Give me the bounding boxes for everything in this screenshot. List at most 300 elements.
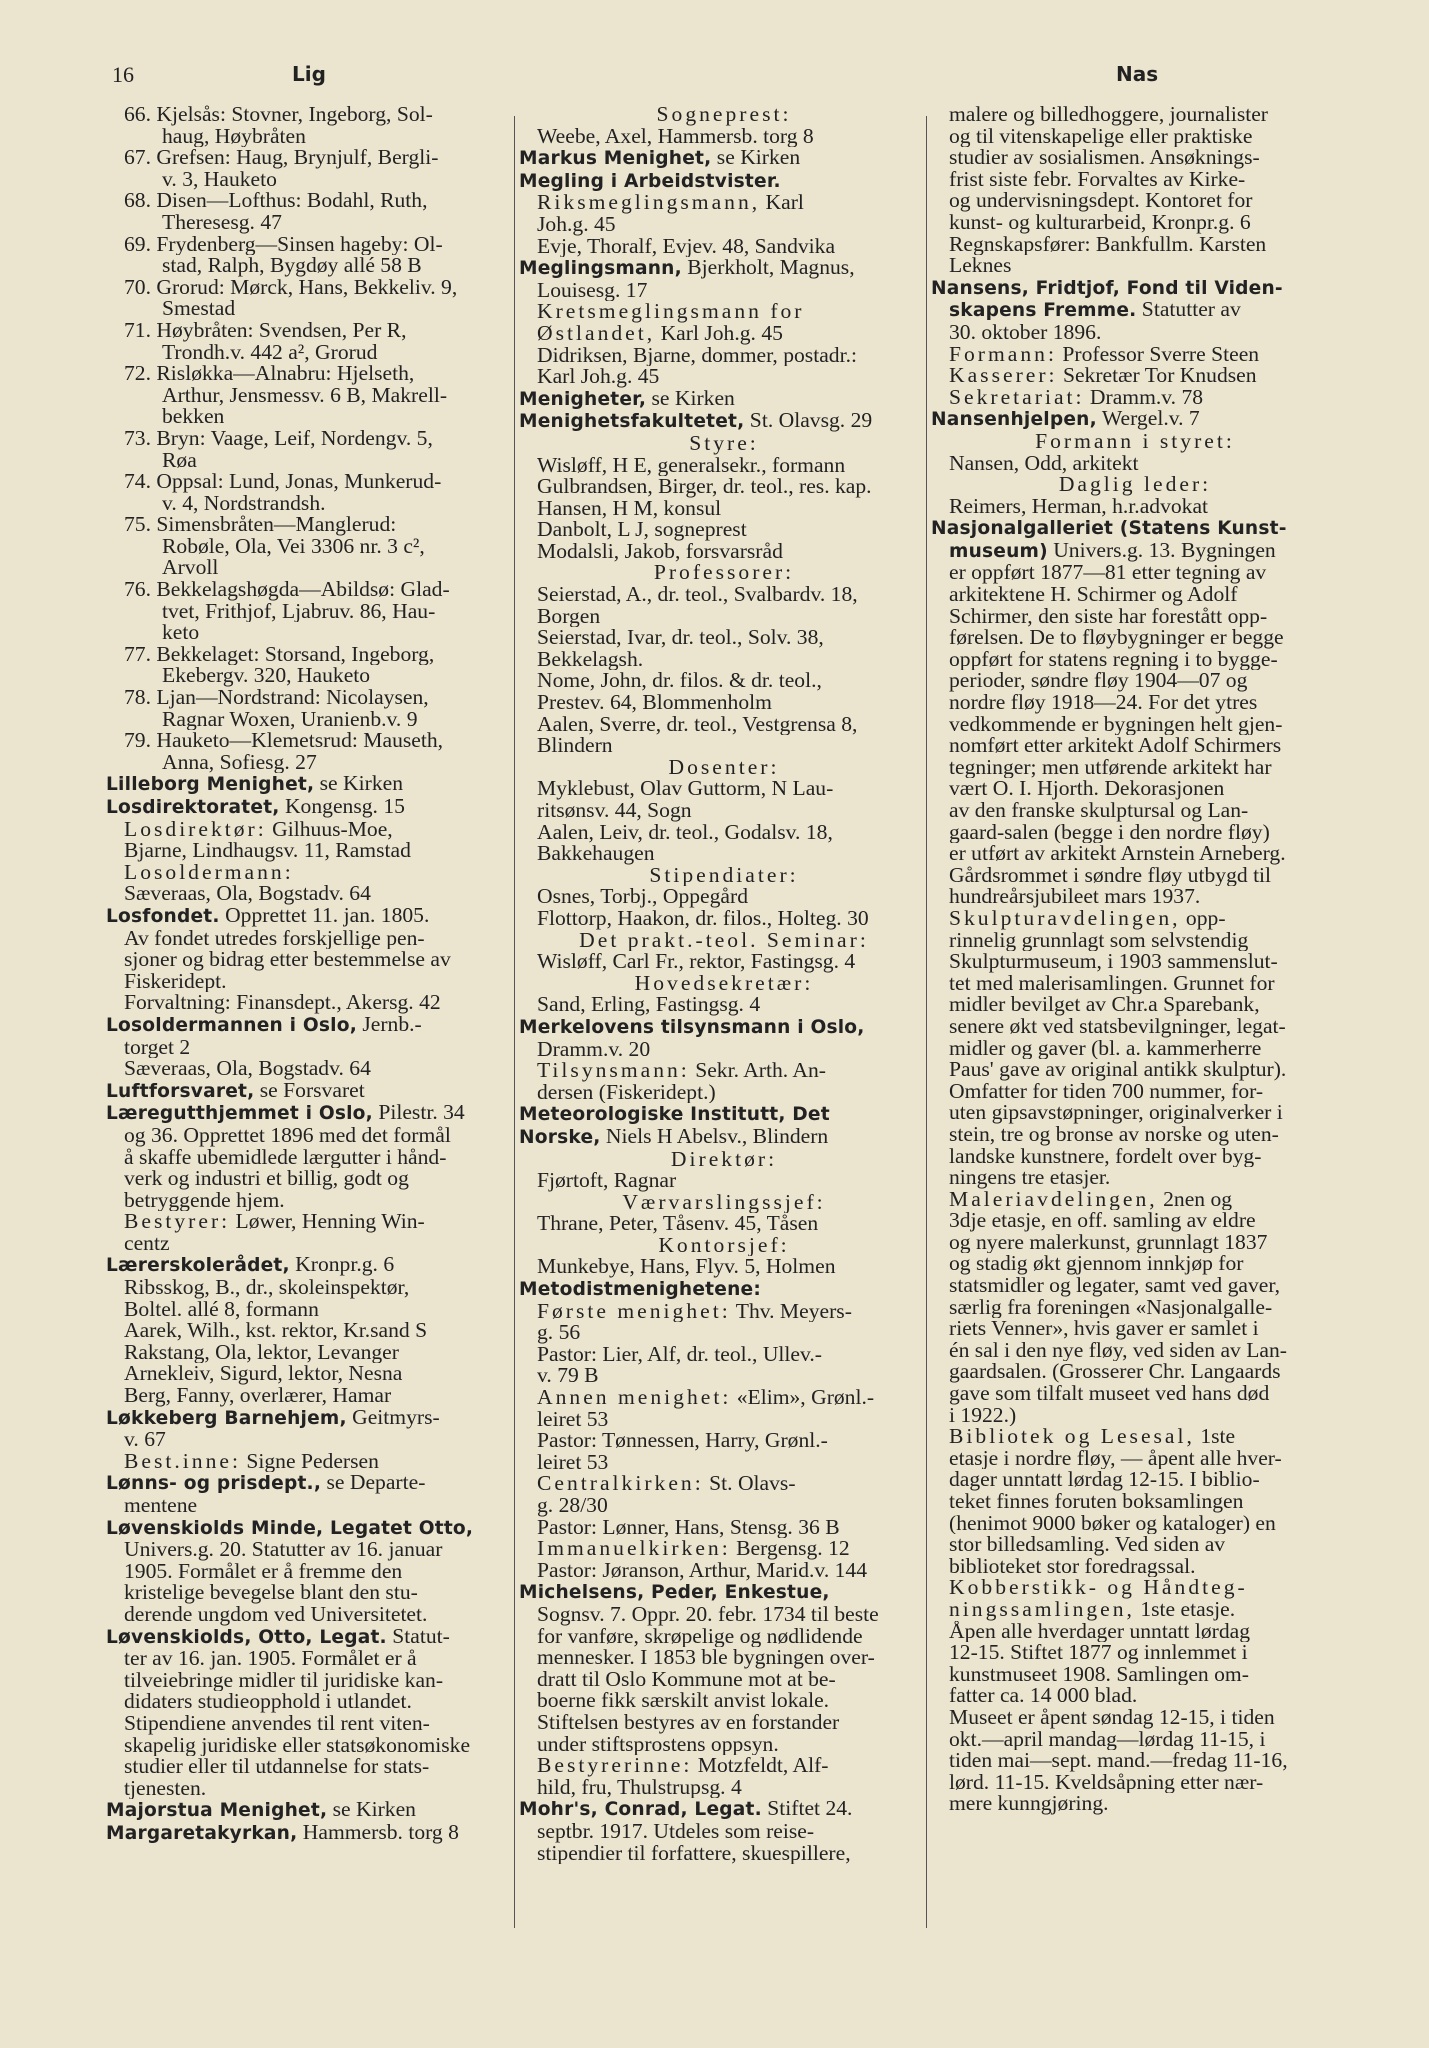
entry-heading-line <box>106 905 510 928</box>
line-text: og til vitenskapelige eller praktiske <box>949 125 1253 148</box>
text-line <box>106 752 510 774</box>
line-text: perioder, søndre fløy 1904—07 og <box>949 670 1248 693</box>
line-text: Signe Pedersen <box>240 1450 379 1473</box>
text-line <box>519 757 929 779</box>
spaced-label: Daglig leder: <box>1058 474 1212 496</box>
line-text: tjenesten. <box>124 1777 207 1800</box>
text-line <box>519 192 929 214</box>
line-text: Reimers, Herman, h.r.advokat <box>949 495 1209 518</box>
text-line <box>106 709 510 731</box>
line-text: Flottorp, Haakon, dr. filos., Holteg. 30 <box>537 907 869 930</box>
text-line <box>106 1299 510 1321</box>
text-line <box>931 496 1339 518</box>
text-line <box>931 584 1339 606</box>
text-line <box>106 126 510 148</box>
line-text: Fiskeridept. <box>124 970 227 993</box>
text-line <box>106 1648 510 1670</box>
text-line <box>519 930 929 952</box>
text-line <box>106 363 510 385</box>
line-text: okt.—april mandag—lørdag 11-15, i <box>949 1728 1266 1751</box>
line-text: se Departe- <box>321 1472 426 1495</box>
entry-heading: Norske, <box>519 1126 601 1148</box>
line-text: bekken <box>162 406 225 428</box>
line-text: leiret 53 <box>537 1408 609 1431</box>
line-text: 68. Disen—Lofthus: Bodahl, Ruth, <box>124 190 428 212</box>
entry-heading-line <box>931 517 1339 540</box>
text-line <box>519 1690 929 1712</box>
line-text: Kronpr.g. 6 <box>289 1254 395 1277</box>
text-line <box>931 1361 1339 1383</box>
line-text: og undervisningsdept. Kontoret for <box>949 190 1253 212</box>
line-text: Leknes <box>949 255 1012 277</box>
text-line <box>931 1577 1339 1599</box>
text-line <box>931 1642 1339 1664</box>
line-text: 12-15. Stiftet 1877 og innlemmet i <box>949 1642 1248 1664</box>
line-text: Statutter av <box>1136 299 1241 322</box>
line-text: Karl Joh.g. 45 <box>655 322 783 345</box>
text-line <box>931 1275 1339 1297</box>
entry-heading-line <box>519 388 929 411</box>
line-text: av den franske skulptursal og Lan- <box>949 800 1249 822</box>
line-text: Fjørtoft, Ragnar <box>537 1170 677 1192</box>
text-line <box>931 147 1339 169</box>
line-text: dratt til Oslo Kommune mot at be- <box>537 1668 836 1691</box>
text-line <box>931 1599 1339 1621</box>
text-line <box>519 1082 929 1104</box>
text-line <box>931 1534 1339 1556</box>
entry-heading: Losoldermannen i Oslo, <box>106 1014 357 1036</box>
text-line <box>519 1149 929 1171</box>
spaced-label: Immanuelkirken: <box>537 1538 731 1560</box>
text-line <box>519 236 929 258</box>
text-line <box>931 692 1339 714</box>
line-text: senere økt ved statsbevilgninger, legat- <box>949 1015 1286 1038</box>
text-line <box>931 1729 1339 1751</box>
text-line <box>106 1539 510 1561</box>
text-line <box>106 1125 510 1147</box>
text-line <box>519 562 929 584</box>
text-line <box>106 1168 510 1190</box>
text-line <box>519 345 929 367</box>
text-line <box>519 280 929 302</box>
line-text: tiden mai—sept. mand.—fredag 11-16, <box>949 1750 1288 1772</box>
text-line <box>106 320 510 342</box>
text-line <box>106 1604 510 1626</box>
line-text: Bjarne, Lindhaugsv. 11, Ramstad <box>124 840 411 862</box>
text-line <box>519 1039 929 1061</box>
text-line <box>931 649 1339 671</box>
line-text: Regnskapsfører: Bankfullm. Karsten <box>949 233 1267 256</box>
text-column-3 <box>931 104 1339 1815</box>
line-text: kunstmuseet 1908. Samlingen om- <box>949 1663 1249 1686</box>
line-text: Pastor: Lier, Alf, dr. teol., Ullev.- <box>537 1343 822 1366</box>
line-text: Dramm.v. 78 <box>1084 386 1204 409</box>
spaced-label: Stipendiater: <box>649 864 799 887</box>
line-text: Didriksen, Bjarne, dommer, postadr.: <box>537 344 857 367</box>
text-line <box>106 147 510 169</box>
text-line <box>519 498 929 520</box>
text-line <box>106 234 510 256</box>
line-text: Seierstad, Ivar, dr. teol., Solv. 38, <box>537 627 824 649</box>
line-text: Hammersb. torg 8 <box>297 1821 459 1844</box>
text-line <box>931 255 1339 277</box>
line-text: Wisløff, Carl Fr., rektor, Fastingsg. 4 <box>537 951 856 973</box>
text-line <box>519 1517 929 1539</box>
text-line <box>931 234 1339 256</box>
line-text: Aarek, Wilh., kst. rektor, Kr.sand S <box>124 1320 428 1342</box>
text-line <box>519 1365 929 1387</box>
spaced-label: Maleriavdelingen, <box>949 1188 1158 1211</box>
line-text: Stiftet 24. <box>761 1798 853 1821</box>
line-text: Bjerkholt, Magnus, <box>681 257 855 280</box>
text-line <box>931 1189 1339 1211</box>
line-text: Trondh.v. 442 a², Grorud <box>162 341 378 364</box>
entry-heading: Læregutthjemmet i Oslo, <box>106 1103 373 1125</box>
line-text: Bakkehaugen <box>537 843 655 865</box>
text-line <box>931 1232 1339 1254</box>
line-text: Sæveraas, Ola, Bogstadv. 64 <box>124 883 371 905</box>
line-text: lørd. 11-15. Kveldsåpning etter nær- <box>949 1771 1264 1794</box>
line-text: Univers.g. 13. Bygningen <box>1047 539 1276 562</box>
line-text: Wisløff, H E, generalsekr., formann <box>537 454 846 477</box>
entry-heading-line <box>106 1014 510 1037</box>
line-text: Nome, John, dr. filos. & dr. teol., <box>537 670 822 693</box>
line-text: Munkebye, Hans, Flyv. 5, Holmen <box>537 1256 836 1279</box>
text-line <box>519 649 929 671</box>
spaced-label: Direktør: <box>670 1148 778 1171</box>
text-line <box>931 104 1339 126</box>
text-line <box>519 1301 929 1323</box>
line-text: Berg, Fanny, overlærer, Hamar <box>124 1385 392 1407</box>
line-text: Karl Joh.g. 45 <box>537 366 660 388</box>
line-text: arkitektene H. Schirmer og Adolf <box>949 584 1238 606</box>
line-text: Opprettet 11. jan. 1805. <box>219 904 430 927</box>
text-line <box>519 714 929 736</box>
text-line <box>931 1664 1339 1686</box>
text-line <box>519 1430 929 1452</box>
line-text: riets Venner», hvis gaver er samlet i <box>949 1318 1259 1340</box>
line-text: Prestev. 64, Blommenholm <box>537 692 772 714</box>
spaced-label: Bestyrer: <box>124 1211 231 1233</box>
line-text: Stiftelsen bestyres av en forstander <box>537 1711 840 1734</box>
entry-heading-line <box>931 540 1339 563</box>
text-line <box>106 971 510 993</box>
line-text: Omfatter for tiden 700 nummer, for- <box>949 1080 1264 1103</box>
line-text: vedkommende er bygningen helt gjen- <box>949 713 1283 736</box>
text-line <box>106 819 510 841</box>
line-text: ter av 16. jan. 1905. Formålet er å <box>124 1648 417 1670</box>
line-text: Ekebergv. 320, Hauketo <box>162 665 371 688</box>
text-line <box>519 1213 929 1235</box>
line-text: gaard-salen (begge i den nordre fløy) <box>949 821 1270 844</box>
line-text: 67. Grefsen: Haug, Brynjulf, Bergli- <box>124 147 439 169</box>
text-line <box>519 951 929 973</box>
entry-heading: Løkkeberg Barnehjem, <box>106 1407 347 1429</box>
entry-heading: Menigheter, <box>519 388 647 410</box>
text-line <box>519 1647 929 1669</box>
line-text: Forvaltning: Finansdept., Akersg. 42 <box>124 992 441 1014</box>
spaced-label: Formann: <box>949 343 1057 366</box>
line-text: Karl <box>760 192 804 214</box>
text-line <box>931 1469 1339 1491</box>
line-text: stad, Ralph, Bygdøy allé 58 B <box>162 255 422 277</box>
page-number: 16 <box>112 62 134 87</box>
entry-heading: Lilleborg Menighet, <box>106 774 315 796</box>
text-line <box>931 1772 1339 1794</box>
line-text: mennesker. I 1853 ble bygningen over- <box>537 1647 875 1669</box>
text-line <box>519 865 929 887</box>
entry-heading: Meglingsmann, <box>519 258 682 280</box>
line-text: kristelige bevegelse blant den stu- <box>124 1582 418 1604</box>
spaced-label: Bibliotek og Lesesal, <box>949 1426 1195 1448</box>
line-text: statsmidler og legater, samt ved gaver, <box>949 1275 1281 1297</box>
text-line <box>519 973 929 995</box>
text-line <box>931 800 1339 822</box>
text-line <box>931 994 1339 1016</box>
text-line <box>106 277 510 299</box>
text-line <box>931 453 1339 475</box>
line-text: 2nen og <box>1157 1188 1233 1211</box>
line-text: Niels H Abelsv., Blindern <box>600 1125 829 1148</box>
text-line <box>519 1387 929 1409</box>
text-line <box>931 1621 1339 1643</box>
spaced-label: Formann i styret: <box>1035 430 1235 453</box>
line-text: Wergel.v. 7 <box>1096 408 1200 431</box>
entry-heading-line <box>106 1822 510 1845</box>
line-text: Bergensg. 12 <box>730 1538 850 1560</box>
text-line <box>106 255 510 277</box>
line-text: Pastor: Tønnessen, Harry, Grønl.- <box>537 1430 828 1452</box>
text-line <box>106 992 510 1014</box>
line-text: biblioteket stor foredragssal. <box>949 1555 1196 1578</box>
text-line <box>519 1560 929 1582</box>
line-text: stor billedsamling. Ved siden av <box>949 1534 1226 1556</box>
line-text: se Kirken <box>314 773 403 796</box>
text-line <box>106 190 510 212</box>
line-text: Nansen, Odd, arkitekt <box>949 452 1139 475</box>
line-text: Myklebust, Olav Guttorm, N Lau- <box>537 778 834 800</box>
line-text: g. 28/30 <box>537 1495 608 1517</box>
text-line <box>931 169 1339 191</box>
line-text: Ribsskog, B., dr., skoleinspektør, <box>124 1277 410 1299</box>
entry-heading-line <box>519 410 929 433</box>
entry-heading: Michelsens, Peder, Enkestue, <box>519 1582 830 1604</box>
text-line <box>519 822 929 844</box>
text-line <box>519 1060 929 1082</box>
text-line <box>106 471 510 493</box>
text-line <box>931 190 1339 212</box>
text-line <box>106 1429 510 1451</box>
line-text: 73. Bryn: Vaage, Leif, Nordengv. 5, <box>124 427 433 450</box>
text-line <box>931 126 1339 148</box>
text-line <box>106 1735 510 1757</box>
line-text: torget 2 <box>124 1036 191 1059</box>
text-line <box>106 385 510 407</box>
line-text: ritsønsv. 44, Sogn <box>537 800 692 822</box>
text-line <box>106 1582 510 1604</box>
entry-heading: Nansens, Fridtjof, Fond til Viden- <box>931 277 1283 299</box>
text-line <box>519 1256 929 1278</box>
line-text: keto <box>162 622 200 644</box>
line-text: Modalsli, Jakob, forsvarsråd <box>537 540 783 563</box>
spaced-label: Sekretariat: <box>949 386 1085 409</box>
line-text: fatter ca. 14 000 blad. <box>949 1685 1138 1707</box>
line-text: Sæveraas, Ola, Bogstadv. 64 <box>124 1058 371 1080</box>
line-text: derende ungdom ved Universitetet. <box>124 1603 428 1626</box>
text-line <box>519 1712 929 1734</box>
line-text: Pilestr. 34 <box>372 1102 465 1125</box>
text-line <box>519 1170 929 1192</box>
spaced-label: Første menighet: <box>537 1300 731 1323</box>
line-text: Gilhuus-Moe, <box>266 818 393 841</box>
line-text: teket finnes foruten boksamlingen <box>949 1491 1244 1513</box>
entry-heading: Losfondet. <box>106 905 220 927</box>
line-text: 1ste <box>1194 1426 1236 1448</box>
line-text: Evje, Thoralf, Evjev. 48, Sandvika <box>537 235 836 258</box>
text-line <box>106 883 510 905</box>
line-text: Robøle, Ola, Vei 3306 nr. 3 c², <box>162 535 425 558</box>
line-text: stipendier til forfattere, skuespillere, <box>537 1842 851 1865</box>
line-text: 70. Grorud: Mørck, Hans, Bekkeliv. 9, <box>124 276 458 299</box>
line-text: Danbolt, L J, sogneprest <box>537 519 747 541</box>
spaced-label: Kontorsjef: <box>658 1234 790 1257</box>
line-text: skapelig juridiske eller statsøkonomiske <box>124 1734 471 1757</box>
text-line <box>106 1211 510 1233</box>
text-line <box>519 366 929 388</box>
spaced-label: Styre: <box>689 432 759 455</box>
line-text: Univers.g. 20. Statutter av 16. januar <box>124 1539 443 1561</box>
line-text: 1ste etasje. <box>1134 1598 1236 1621</box>
line-text: Rakstang, Ola, lektor, Levanger <box>124 1341 399 1364</box>
line-text: Gårdsrommet i søndre fløy utbygd til <box>949 864 1272 887</box>
spaced-label: Kasserer: <box>949 365 1058 387</box>
line-text: septbr. 1917. Utdeles som reise- <box>537 1820 815 1843</box>
entry-heading-line <box>519 1126 929 1149</box>
line-text: Joh.g. 45 <box>537 213 616 236</box>
text-line <box>931 1210 1339 1232</box>
text-line <box>519 1344 929 1366</box>
text-line <box>519 1669 929 1691</box>
line-text: (henimot 9000 bøker og kataloger) en <box>949 1512 1276 1535</box>
line-text: v. 67 <box>124 1429 166 1451</box>
line-text: Ragnar Woxen, Uranienb.v. 9 <box>162 708 418 731</box>
text-line <box>519 476 929 498</box>
text-line <box>106 514 510 536</box>
text-line <box>106 1451 510 1473</box>
entry-heading: Megling i Arbeidstvister. <box>519 170 781 192</box>
line-text: oppført for statens regning i to bygge- <box>949 648 1278 671</box>
line-text: tegninger; men utførende arkitekt har <box>949 756 1272 779</box>
line-text: se Kirken <box>711 147 801 170</box>
line-text: dager unntatt lørdag 12-15. I biblio- <box>949 1469 1260 1491</box>
text-line <box>931 1167 1339 1189</box>
line-text: gave som tilfalt museet ved hans død <box>949 1383 1270 1405</box>
entry-heading-line <box>519 257 929 280</box>
text-line <box>931 1146 1339 1168</box>
text-line <box>106 169 510 191</box>
text-line <box>106 1561 510 1583</box>
text-line <box>931 365 1339 387</box>
text-line <box>519 1322 929 1344</box>
text-line <box>519 735 929 757</box>
text-line <box>931 1253 1339 1275</box>
line-text: er utført av arkitekt Arnstein Arneberg. <box>949 843 1286 865</box>
line-text: Aalen, Leiv, dr. teol., Godalsv. 18, <box>537 821 833 844</box>
text-line <box>519 433 929 455</box>
text-line <box>931 843 1339 865</box>
line-text: Louisesg. 17 <box>537 279 648 302</box>
text-line <box>519 455 929 477</box>
line-text: se Forsvaret <box>254 1079 365 1102</box>
line-text: 75. Simensbråten—Manglerud: <box>124 514 397 536</box>
text-line <box>931 627 1339 649</box>
entry-heading: Mohr's, Conrad, Legat. <box>519 1799 762 1821</box>
entry-heading-line <box>519 147 929 170</box>
spaced-label: Kretsmeglingsmann for <box>537 301 805 323</box>
text-line <box>931 865 1339 887</box>
line-text: verk og industri et billig, godt og <box>124 1168 409 1190</box>
text-line <box>106 212 510 234</box>
spaced-label: Kobberstikk- og Håndteg- <box>949 1577 1248 1599</box>
text-line <box>931 606 1339 628</box>
text-line <box>931 212 1339 234</box>
text-line <box>931 735 1339 757</box>
text-line <box>931 1707 1339 1729</box>
text-line <box>931 1405 1339 1427</box>
text-line <box>931 822 1339 844</box>
text-line <box>519 126 929 148</box>
text-line <box>931 1491 1339 1513</box>
text-line <box>931 670 1339 692</box>
text-line <box>519 886 929 908</box>
text-line <box>106 1691 510 1713</box>
line-text: Løwer, Henning Win- <box>230 1211 425 1233</box>
text-line <box>106 1495 510 1517</box>
text-line <box>106 1277 510 1299</box>
text-line <box>106 687 510 709</box>
entry-heading-line <box>519 1798 929 1821</box>
line-text: opp- <box>1180 907 1226 930</box>
spaced-label: Skulpturavdelingen, <box>949 907 1181 930</box>
text-line <box>931 1297 1339 1319</box>
entry-heading-line <box>106 1626 510 1649</box>
entry-heading: Nasjonalgalleriet (Statens Kunst- <box>931 518 1287 540</box>
text-line <box>519 994 929 1016</box>
text-line <box>931 1448 1339 1470</box>
text-line <box>519 323 929 345</box>
text-line <box>931 1793 1339 1815</box>
spaced-label: Sogneprest: <box>656 104 792 126</box>
line-text: Sognsv. 7. Oppr. 20. febr. 1734 til beste <box>537 1603 879 1626</box>
line-text: Professor Sverre Steen <box>1056 343 1260 366</box>
line-text: er oppført 1877—81 etter tegning av <box>949 562 1267 585</box>
text-line <box>106 1147 510 1169</box>
line-text: Seierstad, A., dr. teol., Svalbardv. 18, <box>537 584 858 606</box>
text-line <box>519 519 929 541</box>
text-line <box>931 908 1339 930</box>
text-line <box>106 665 510 687</box>
text-line <box>519 692 929 714</box>
spaced-label: Tilsynsmann: <box>537 1060 690 1082</box>
line-text: og nyere malerkunst, grunnlagt 1837 <box>949 1231 1268 1254</box>
line-text: 76. Bekkelagshøgda—Abildsø: Glad- <box>124 579 450 601</box>
text-line <box>931 387 1339 409</box>
text-line <box>106 622 510 644</box>
line-text: Jernb.- <box>356 1013 422 1036</box>
entry-heading-line <box>106 773 510 796</box>
line-text: og stadig økt gjennom innkjøp for <box>949 1253 1244 1276</box>
entry-heading-line <box>106 1102 510 1125</box>
